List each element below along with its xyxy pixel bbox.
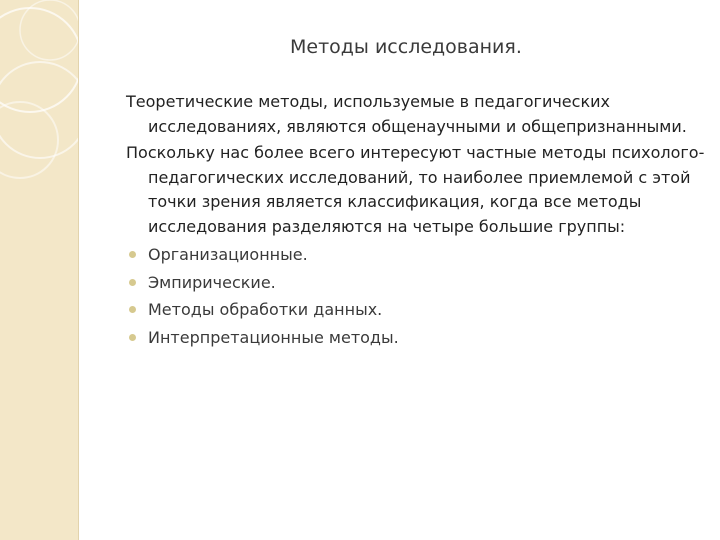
list-item-label: Интерпретационные методы.: [148, 327, 399, 347]
paragraph-theoretical-methods: Теоретические методы, используемые в педагогических исследованиях, являются общенаучными и общепризнанными.: [126, 92, 687, 136]
decorative-circles-graphic: [0, 0, 78, 540]
list-item-label: Организационные.: [148, 245, 308, 264]
slide-title: Методы исследования.: [290, 36, 522, 58]
bullet-icon: [129, 279, 136, 286]
paragraph-classification: Поскольку нас более всего интересуют частные методы психолого-педагогических исследований, то наиболее приемлемой с этой точки зрения является классификация, когда все методы исследования разделяются на четыре большие группы:: [126, 143, 705, 236]
method-groups-list: [126, 243, 716, 350]
list-item-label: Методы обработки данных.: [148, 300, 383, 319]
list-item-label: Эмпирические.: [148, 272, 276, 292]
bullet-icon: [129, 251, 136, 258]
list-item-interpretation: [126, 326, 716, 351]
list-item-empirical: [126, 271, 716, 296]
decorative-side-panel: [0, 0, 79, 540]
list-item-data-processing: [126, 298, 716, 323]
list-item-organizational: [126, 243, 716, 268]
bullet-icon: [129, 306, 136, 313]
slide-body: [126, 90, 716, 353]
bullet-icon: [129, 334, 136, 341]
